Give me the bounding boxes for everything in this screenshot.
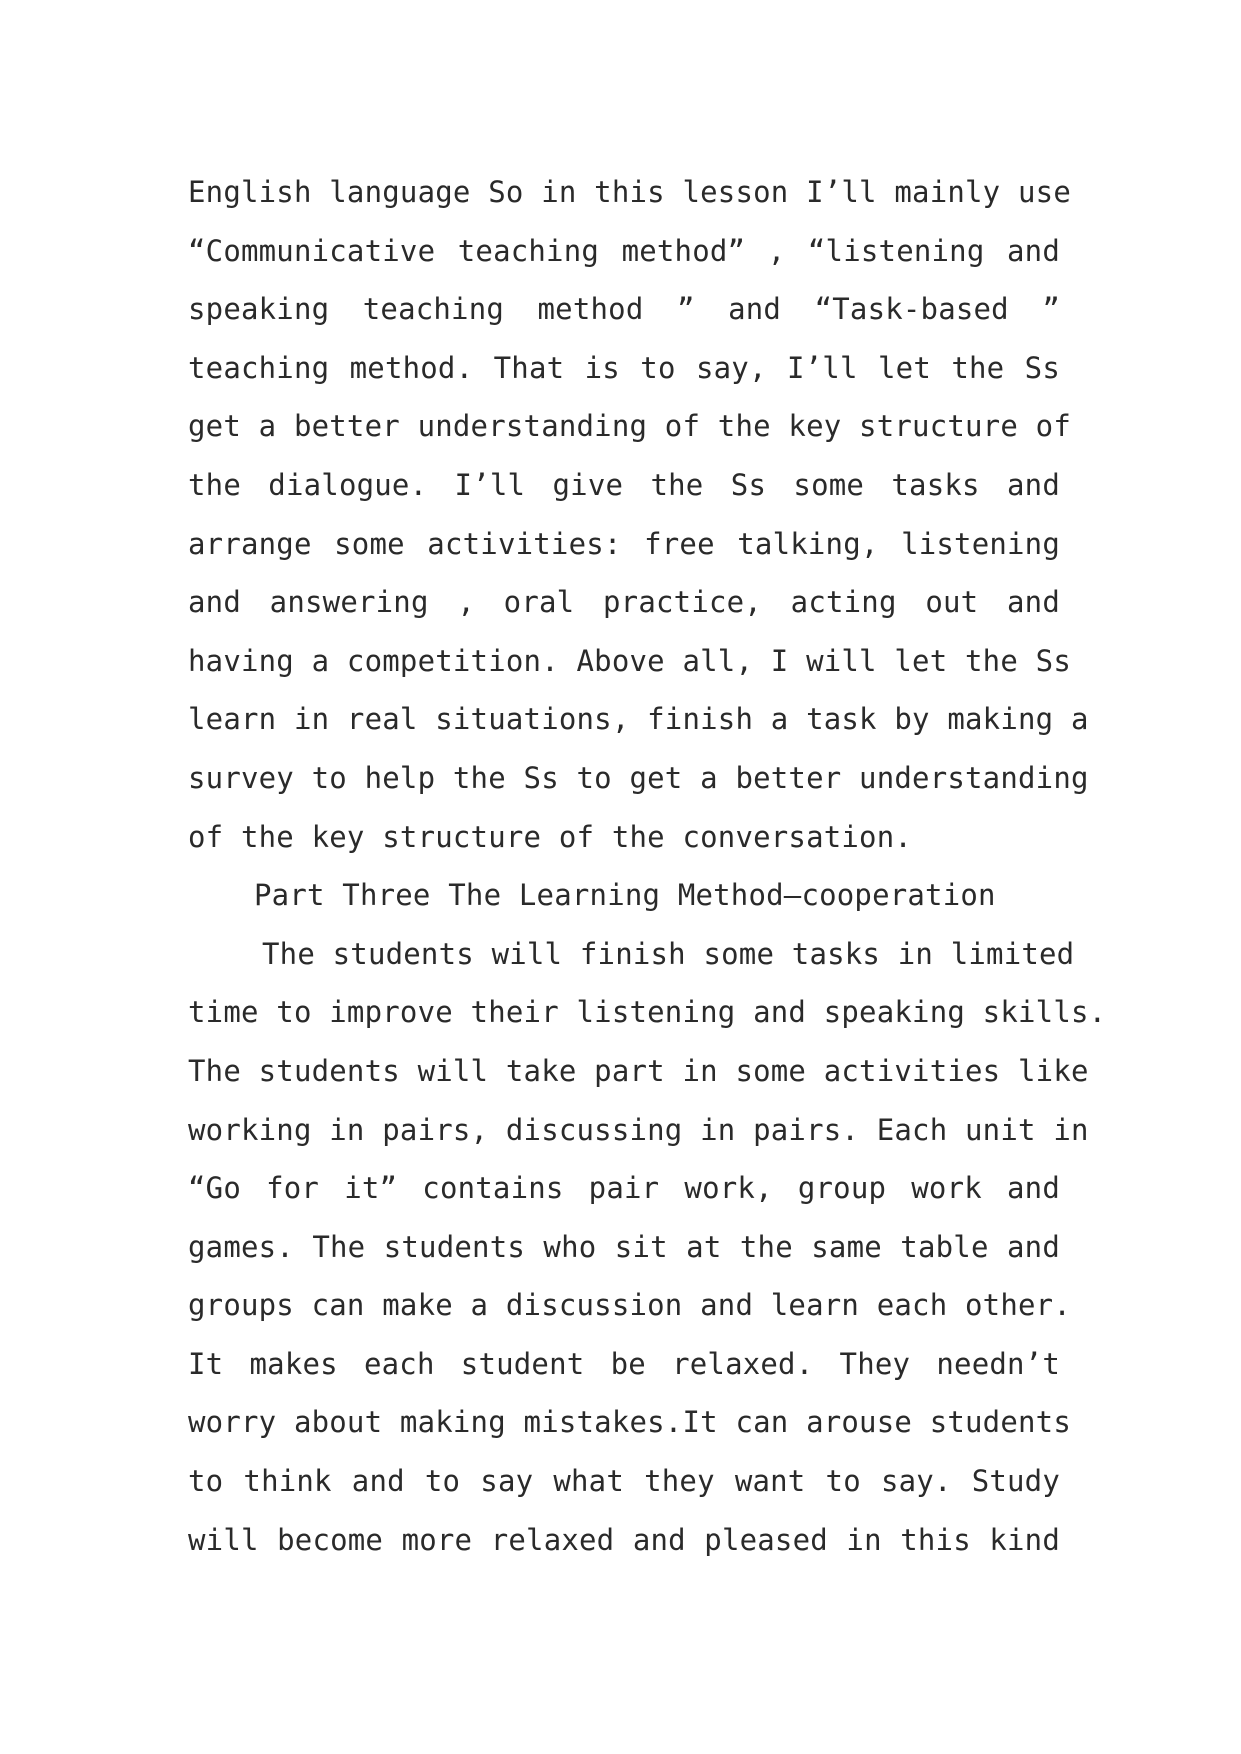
text-line: and answering , oral practice, acting out and (188, 585, 1060, 620)
text-line: speaking teaching method ” and “Task-based ” (188, 292, 1060, 327)
text-line: the dialogue. I’ll give the Ss some tasks and (188, 467, 1060, 502)
text-line: “Communicative teaching method” , “listening and (188, 233, 1060, 268)
text-line: working in pairs, discussing in pairs. Each unit in (188, 1112, 1089, 1147)
text-line: It makes each student be relaxed. They needn’t (188, 1346, 1060, 1381)
text-line: worry about making mistakes.It can arouse students (188, 1405, 1071, 1440)
text-line: arrange some activities: free talking, listening (188, 526, 1060, 561)
text-line: teaching method. That is to say, I’ll let the Ss (188, 350, 1060, 385)
text-line: games. The students who sit at the same table and (188, 1229, 1060, 1264)
text-line: get a better understanding of the key structure of (188, 409, 1071, 444)
section-heading: Part Three The Learning Method—cooperation (254, 878, 996, 913)
text-line: having a competition. Above all, I will let the Ss (188, 643, 1071, 678)
text-line: survey to help the Ss to get a better understanding (188, 760, 1089, 795)
text-line: will become more relaxed and pleased in this kind (188, 1522, 1060, 1557)
text-line: learn in real situations, finish a task by making a (188, 702, 1089, 737)
text-line: The students will finish some tasks in limited (262, 936, 1075, 971)
text-line: to think and to say what they want to say. Study (188, 1464, 1060, 1499)
text-line: groups can make a discussion and learn each other. (188, 1288, 1071, 1323)
text-line: “Go for it” contains pair work, group work and (188, 1171, 1060, 1206)
text-line: The students will take part in some activities like (188, 1053, 1089, 1088)
text-line: English language So in this lesson I’ll mainly use (188, 175, 1071, 209)
text-line: time to improve their listening and speaking skills. (188, 995, 1107, 1030)
body-text (188, 163, 1107, 1569)
text-line: of the key structure of the conversation. (188, 819, 913, 854)
